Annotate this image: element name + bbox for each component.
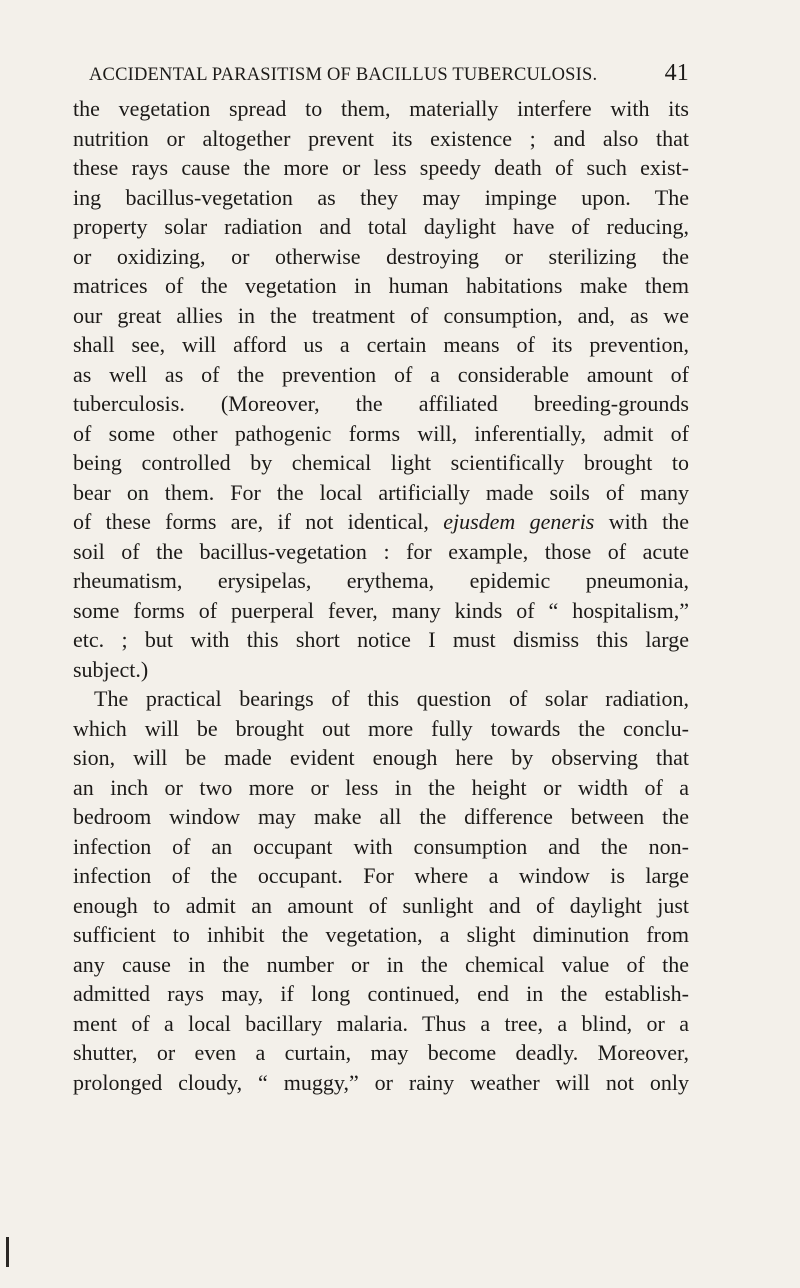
paragraph-end-line: subject.) bbox=[73, 656, 149, 682]
text-line: these rays cause the more or less speedy death of such exist- bbox=[73, 155, 689, 180]
text-line: prolonged cloudy, “ muggy,” or rainy weather will not only bbox=[73, 1069, 689, 1095]
paragraph-start-line: The practical bearings of this question of solar radiation, bbox=[94, 686, 689, 711]
text-line: nutrition or altogether prevent its existence ; and also that bbox=[73, 125, 689, 151]
text-segment: with the bbox=[594, 509, 689, 534]
text-line: ing bacillus-vegetation as they may impinge upon. The bbox=[73, 184, 689, 210]
text-line: infection of an occupant with consumption and the non- bbox=[73, 833, 689, 859]
text-line: shall see, will afford us a certain means of its prevention, bbox=[73, 332, 689, 357]
text-line: which will be brought out more fully towards the conclu- bbox=[73, 715, 689, 741]
text-line: enough to admit an amount of sunlight and of daylight just bbox=[73, 892, 689, 918]
text-line: bedroom window may make all the difference between the bbox=[73, 804, 689, 829]
text-line: or oxidizing, or otherwise destroying or sterilizing the bbox=[73, 243, 689, 269]
text-line: infection of the occupant. For where a window is large bbox=[73, 863, 689, 888]
text-line: sion, will be made evident enough here by observing that bbox=[73, 745, 689, 770]
page-number: 41 bbox=[664, 60, 689, 86]
italic-phrase: ejusdem generis bbox=[443, 509, 595, 534]
text-line: our great allies in the treatment of consumption, and, as we bbox=[73, 302, 689, 328]
text-line-with-italic bbox=[73, 507, 689, 537]
text-line: matrices of the vegetation in human habitations make them bbox=[73, 273, 689, 298]
scan-edge-mark bbox=[6, 1237, 9, 1267]
running-header bbox=[89, 60, 689, 92]
text-line: as well as of the prevention of a considerable amount of bbox=[73, 361, 689, 387]
text-line: an inch or two more or less in the height or width of a bbox=[73, 774, 689, 800]
text-line: rheumatism, erysipelas, erythema, epidemic pneumonia, bbox=[73, 568, 689, 593]
text-line: of some other pathogenic forms will, inferentially, admit of bbox=[73, 420, 689, 446]
text-line: the vegetation spread to them, materially interfere with its bbox=[73, 96, 689, 121]
text-line: etc. ; but with this short notice I must dismiss this large bbox=[73, 627, 689, 652]
text-line: being controlled by chemical light scientifically brought to bbox=[73, 450, 689, 475]
text-segment: of these forms are, if not identical, bbox=[73, 509, 444, 534]
text-line: property solar radiation and total daylight have of reducing, bbox=[73, 214, 689, 239]
text-line: sufficient to inhibit the vegetation, a slight diminution from bbox=[73, 922, 689, 947]
text-line: tuberculosis. (Moreover, the affiliated breeding-grounds bbox=[73, 391, 689, 416]
running-title: ACCIDENTAL PARASITISM OF BACILLUS TUBERCULOSIS. bbox=[89, 65, 598, 85]
text-line: shutter, or even a curtain, may become deadly. Moreover, bbox=[73, 1040, 689, 1065]
text-line: soil of the bacillus-vegetation : for example, those of acute bbox=[73, 538, 689, 564]
text-line: any cause in the number or in the chemical value of the bbox=[73, 951, 689, 977]
text-line: admitted rays may, if long continued, end in the establish- bbox=[73, 981, 689, 1006]
body-text bbox=[73, 94, 689, 1097]
text-line: some forms of puerperal fever, many kinds of “ hospitalism,” bbox=[73, 597, 689, 623]
text-line: bear on them. For the local artificially made soils of many bbox=[73, 479, 689, 505]
text-line: ment of a local bacillary malaria. Thus a tree, a blind, or a bbox=[73, 1010, 689, 1036]
